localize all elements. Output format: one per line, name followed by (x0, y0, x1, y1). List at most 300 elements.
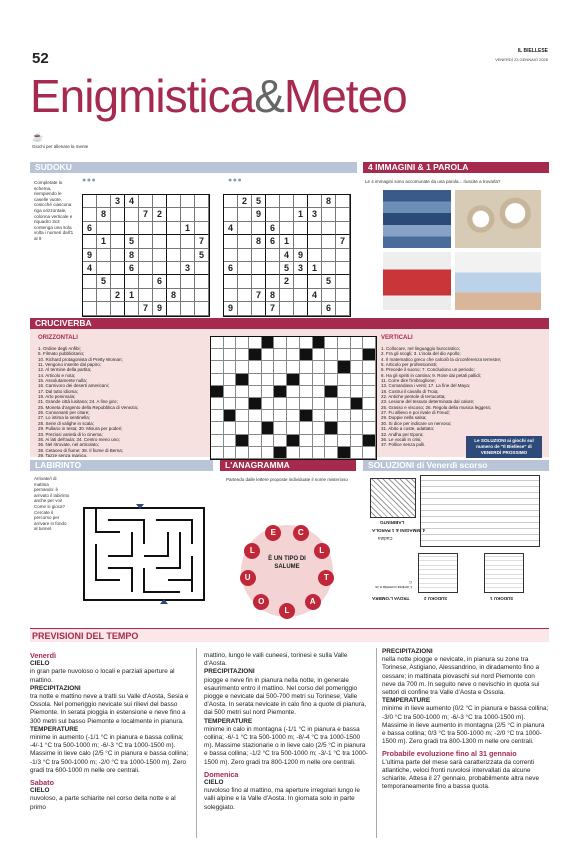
crossword-cell (262, 374, 275, 386)
sudoku-cell (125, 302, 139, 315)
crossword-cell (338, 447, 351, 459)
sudoku-cell (308, 195, 322, 208)
sudoku-cell (167, 262, 181, 275)
crossword-cell (351, 361, 364, 373)
anagram-letter: L (279, 603, 295, 619)
sudoku-cell: 7 (195, 235, 209, 248)
labirinto-text: Arrivate/i di mattina pernando: è arrivato il labirinto anche per voi! Come si gioca? Cercate il percorso per arrivare in fondo al tunnel. (34, 476, 70, 532)
clue-item: 23. Lesione del tessuto determinata dal calore; (381, 399, 475, 405)
sudoku-cell: 2 (111, 289, 125, 302)
crossword-cell (224, 435, 237, 447)
sudoku-cell (294, 195, 308, 208)
crossword-cell (300, 349, 313, 361)
sudoku-cell (336, 195, 350, 208)
sudoku-cell: 7 (139, 208, 153, 221)
sudoku-cell: 8 (322, 195, 336, 208)
sudoku-cell (139, 222, 153, 235)
crossword-cell (224, 422, 237, 434)
sudoku-cell (252, 222, 266, 235)
sudoku-cell: 3 (111, 195, 125, 208)
crossword-cell (224, 410, 237, 422)
sudoku-cell (153, 289, 167, 302)
sudoku-cell: 9 (83, 249, 97, 262)
clue-item: 26. Consonanti per citare; (38, 410, 90, 416)
crossword-cell (211, 337, 224, 349)
title-amp: & (254, 70, 284, 122)
solution-label-word: Caduta (378, 536, 393, 541)
crossword-cell (249, 410, 262, 422)
sudoku-cell: 2 (280, 275, 294, 288)
cielo-heading: CIELO (204, 779, 224, 787)
clue-item: 18. Costrui il cavallo di Troia; (381, 388, 439, 394)
day-sabato: Sabato (30, 778, 54, 788)
solution-label-sudoku1: SUDOKU 1 (490, 596, 514, 601)
sudoku-cell (322, 262, 336, 275)
sudoku-cell (294, 289, 308, 302)
sudoku-title: SUDOKU (30, 162, 357, 173)
crossword-cell (338, 349, 351, 361)
crossword-cell (287, 447, 300, 459)
crossword-cell (274, 422, 287, 434)
anagramma-title: L'ANAGRAMMA (220, 460, 356, 471)
sudoku-cell: 5 (97, 275, 111, 288)
anagramma-subtitle: Partendo dalle lettere proposte individuate il nome misterioso (226, 477, 348, 482)
sudoku-cell: 6 (322, 302, 336, 315)
sudoku-cell (252, 302, 266, 315)
crossword-cell (313, 361, 326, 373)
temp-text: minime in aumento (-1/1 °C in pianura e bassa collina; -4/-1 °C tra 500-1000 m; -6/-3 °C tra 1000-1500 m). Massime in lieve calo (2/5 °C in pianura e bassa collina; -1/3 °C tra 500-1000 m; -2/0 °C tra 1000-1500 m). Zero gradi tra 600-1000 m nelle ore centrali. (30, 734, 189, 774)
sudoku-cell (83, 302, 97, 315)
crossword-cell (249, 398, 262, 410)
crossword-cell (300, 410, 313, 422)
sudoku-cell (195, 222, 209, 235)
sudoku-cell (308, 275, 322, 288)
cielo-heading-2: CIELO (30, 787, 50, 795)
cielo-heading: CIELO (30, 660, 50, 668)
sudoku-cell: 3 (308, 208, 322, 221)
sudoku-cell (181, 302, 195, 315)
sudoku-cell (111, 222, 125, 235)
sudoku-cell (125, 208, 139, 221)
crossword-cell (313, 410, 326, 422)
crossword-cell (262, 410, 275, 422)
sudoku-cell: 4 (280, 249, 294, 262)
day-domenica: Domenica (204, 769, 239, 779)
page-title (30, 72, 407, 120)
sudoku-cell: 8 (97, 208, 111, 221)
sudoku-cell (224, 235, 238, 248)
anagram-letter: C (293, 525, 309, 541)
cielo-text: nuvoloso fino al mattino, ma aperture irregolari lungo le valli alpine e la Valle d'Aosta. In giornata solo in parte soleggiato. (204, 787, 360, 811)
sudoku-cell (83, 195, 97, 208)
cruciverba-title: CRUCIVERBA (30, 318, 549, 329)
sudoku-cell (195, 195, 209, 208)
meteo-title: PREVISIONI DEL TEMPO (30, 628, 549, 642)
crossword-cell (274, 349, 287, 361)
sudoku-cell (238, 235, 252, 248)
soluzioni-title: SOLUZIONI di Venerdì scorso (363, 460, 549, 471)
crossword-cell (300, 337, 313, 349)
crossword-cell (236, 435, 249, 447)
crossword-cell (300, 435, 313, 447)
sudoku-cell (195, 302, 209, 315)
crossword-cell (287, 361, 300, 373)
sudoku-grid-1 (82, 194, 210, 317)
meteo-column-1 (30, 648, 190, 812)
sudoku-cell (111, 302, 125, 315)
anagram-letter: L (314, 543, 330, 559)
crossword-cell (274, 386, 287, 398)
clue-item: 6. Precede il suono; 7. Concludono un periodo; (381, 367, 475, 373)
sudoku-cell (195, 262, 209, 275)
shorts-photo (455, 252, 541, 310)
sudoku-cell: 6 (83, 222, 97, 235)
verticali-clues (381, 346, 543, 448)
clue-item: 30. Si dice per indicare un nervoso; (381, 420, 452, 426)
page-number: 52 (32, 50, 49, 67)
sudoku-cell (153, 235, 167, 248)
crossword-cell (338, 337, 351, 349)
clue-item: 4. Il matematico greco che calcolò la circonferenza terrestre; (381, 356, 502, 362)
sudoku-cell: 8 (125, 249, 139, 262)
sudoku-cell (167, 208, 181, 221)
solution-label-4immagini: 4 IMMAGINI & 1 PAROLA (372, 528, 426, 533)
crossword-cell (262, 337, 275, 349)
crossword-cell (363, 410, 376, 422)
crossword-cell (211, 361, 224, 373)
solution-maze (370, 478, 416, 518)
sudoku-cell (181, 195, 195, 208)
crossword-cell (363, 337, 376, 349)
evolution-text: L'ultima parte del mese sarà caratterizzata da correnti atlantiche, veloci fronti nuvolosi intervallati da alcune schiarite. Attesa il 27 gennaio, probabilmente altra neve temporaneamente fino a bassa quota. (382, 758, 540, 791)
clue-item: 8. Ha gli spiriti in cantina; 9. Rose dai petali pallidi; (381, 372, 482, 378)
anagram-clue: È UN TIPO DI SALUME (268, 556, 306, 570)
crossword-cell (351, 410, 364, 422)
sudoku-cell (252, 262, 266, 275)
sudoku-cell (97, 289, 111, 302)
sudoku-cell (294, 235, 308, 248)
sudoku-cell: 5 (280, 262, 294, 275)
sudoku-cell (97, 222, 111, 235)
meteo-column-3 (382, 648, 549, 791)
prec-heading: PRECIPITAZIONI (30, 684, 81, 692)
crossword-cell (300, 447, 313, 459)
clue-item: 15. Assolutamente nulla; (38, 378, 88, 384)
sudoku-cell: 5 (322, 275, 336, 288)
crossword-cell (351, 435, 364, 447)
sudoku-cell (139, 289, 153, 302)
prec-text: piogge e neve fin in pianura nella notte, in generale esaurimento entro il mattino. Nel corso del pomeriggio piogge e nevicate dai 500-700 metri su Torinese, Valle d'Aosta. In serata nevicate in calo fino a quote di pianura, dai 500 metri sul nord Piemonte. (204, 676, 367, 717)
sudoku-cell (238, 302, 252, 315)
prec-text: tra notte e mattino neve a tratti su Valle d'Aosta, Sesia e Ossola. Nel pomeriggio nevicate sui rilievi del basso Piemonte. In serata pioggia in estensione e neve fino a 300 metri sul basso Piemonte e localmente in pianura. (30, 693, 189, 725)
sudoku-cell (181, 208, 195, 221)
crossword-cell (338, 361, 351, 373)
sudoku-cell (294, 302, 308, 315)
crossword-cell (274, 337, 287, 349)
solution-sudoku-1 (484, 553, 524, 593)
sudoku-cell (195, 289, 209, 302)
sudoku-cell (181, 275, 195, 288)
sudoku-cell (336, 249, 350, 262)
crossword-cell (211, 410, 224, 422)
clue-item: 25. Grasso e viscoso; 26. Regola della musica leggera; (381, 404, 492, 410)
crossword-cell (313, 398, 326, 410)
clue-item: 33. Preziosi varietà di lo cinema; (38, 431, 103, 437)
crossword-cell (313, 386, 326, 398)
title-part1: Enigmistica (30, 70, 255, 122)
crossword-cell (351, 447, 364, 459)
crossword-cell (274, 435, 287, 447)
sudoku-cell (83, 289, 97, 302)
sudoku-cell (181, 249, 195, 262)
sudoku-cell (336, 275, 350, 288)
labirinto-title: LABIRINTO (30, 460, 213, 471)
crossword-cell (224, 349, 237, 361)
sudoku-cell (294, 275, 308, 288)
sudoku-cell (308, 302, 322, 315)
crossword-cell (274, 410, 287, 422)
coffee-icon: ☕ (32, 132, 44, 142)
prec-heading: PRECIPITAZIONI (382, 648, 433, 655)
sudoku-cell: 5 (195, 249, 209, 262)
clue-item: 29. Doppie nella salsa; (381, 415, 427, 421)
crossword-cell (287, 422, 300, 434)
solution-sudoku-2 (418, 553, 458, 593)
evolution-heading: Probabile evoluzione fino al 31 gennaio (382, 749, 517, 759)
sudoku-cell (322, 289, 336, 302)
clue-item: 27. Fu allievo e poi rivale di Freud; (381, 410, 450, 416)
crossword-cell (313, 447, 326, 459)
paper-name: IL BIELLESE (517, 48, 548, 54)
crossword-cell (211, 374, 224, 386)
temp-text: minime in calo in montagna (-1/1 °C in pianura e bassa collina; -6/-1 °C tra 500-1000 m; -8/-4 °C tra 1000-1500 m). Massime stazionarie o in lieve calo (2/5 °C in pianura e bassa collina; -1/2 °C tra 500-1000 m; -3/-1 °C tra 1000-1500 m). Zero gradi tra 800-1200 m nelle ore centrali. (204, 725, 368, 766)
tshirt-photo (383, 252, 451, 310)
sudoku-cell (266, 249, 280, 262)
crossword-cell (249, 447, 262, 459)
sudoku-cell (224, 249, 238, 262)
crossword-cell (249, 386, 262, 398)
clue-item: 1. Collocare, nel linguaggio burocratico; (381, 346, 461, 351)
sudoku-cell (111, 275, 125, 288)
crossword-cell (325, 374, 338, 386)
crossword-cell (249, 361, 262, 373)
sudoku-cell (97, 195, 111, 208)
clue-item: 19. Arto peninsula; (38, 394, 76, 400)
temp-heading: TEMPERATURE (204, 717, 253, 725)
sudoku-cell (252, 249, 266, 262)
crossword-cell (211, 349, 224, 361)
crossword-cell (287, 349, 300, 361)
crossword-cell (313, 349, 326, 361)
solution-label-labirinto: LABIRINTO (380, 520, 405, 525)
crossword-cell (338, 410, 351, 422)
crossword-cell (338, 398, 351, 410)
sudoku-cell (125, 222, 139, 235)
sudoku-cell (139, 195, 153, 208)
sudoku-cell: 1 (125, 289, 139, 302)
crossword-cell (274, 361, 287, 373)
sudoku-cell: 7 (252, 289, 266, 302)
crossword-cell (325, 386, 338, 398)
clue-item: 38. Cetaceo di fiume; 38. Il fiume di Berna; (38, 447, 124, 453)
sudoku-grid-2 (223, 194, 351, 317)
sudoku-cell: 4 (308, 289, 322, 302)
crossword-cell (300, 361, 313, 373)
sudoku-cell (280, 222, 294, 235)
crossword-cell (338, 435, 351, 447)
sudoku-cell (266, 275, 280, 288)
crossword-cell (236, 374, 249, 386)
clue-item: 10. Richard protagonista di Pretty Woman; (38, 356, 123, 362)
crossword-cell (363, 386, 376, 398)
sudoku-cell (139, 249, 153, 262)
crossword-cell (363, 374, 376, 386)
prec-heading: PRECIPITAZIONI (204, 668, 255, 676)
crossword-cell (351, 398, 364, 410)
solution-label-ombra: TROVA L'OMBRA (372, 596, 410, 601)
crossword-cell (236, 386, 249, 398)
sudoku-cell (322, 208, 336, 221)
sudoku-cell (238, 249, 252, 262)
sudoku-cell (139, 235, 153, 248)
solution-crossword (420, 475, 540, 547)
solution-note: Le SOLUZIONI ai giochi sul numero de "Il Biellese" di VENERDÌ PROSSIMO (466, 436, 542, 458)
sudoku-cell (167, 302, 181, 315)
crossword-cell (236, 337, 249, 349)
crossword-cell (211, 386, 224, 398)
sudoku-cell (308, 222, 322, 235)
column-divider (196, 648, 197, 838)
temp-heading: TEMPERATURE (30, 725, 79, 733)
anagram-letter: L (244, 543, 260, 559)
crossword-cell (300, 374, 313, 386)
sudoku-cell (238, 208, 252, 221)
crossword-cell (351, 386, 364, 398)
difficulty-dots-2: ●●● (228, 177, 243, 184)
sudoku-cell: 1 (181, 222, 195, 235)
sudoku-cell (167, 195, 181, 208)
sudoku-cell: 8 (266, 289, 280, 302)
clue-item: 31. Abito a coste, adattato; (381, 426, 435, 432)
sudoku-cell (153, 249, 167, 262)
sudoku-cell: 2 (238, 195, 252, 208)
clue-item: 39. Tazze senza manico. (38, 452, 88, 458)
crossword-cell (236, 410, 249, 422)
clue-item: 22. Antiche pentole di terracotta; (381, 394, 446, 400)
crossword-cell (249, 435, 262, 447)
sudoku-cell: 6 (224, 262, 238, 275)
sudoku-cell (83, 275, 97, 288)
clue-item: 29. Pullano in testa; 30. Misura per poderi; (38, 426, 123, 432)
crossword-cell (351, 337, 364, 349)
sudoku-cell (322, 235, 336, 248)
clue-item: 5. Filmato pubblicitario; (38, 351, 85, 357)
quattro-subtitle: Le 4 immagini sono accomunate da una parola... riuscite a trovarla? (365, 179, 501, 184)
crossword-cell (262, 422, 275, 434)
clue-item: 25. Moneta d'argento della Repubblica di Venezia; (38, 404, 139, 410)
anagram-letter: E (265, 525, 281, 541)
sudoku-cell (266, 195, 280, 208)
sudoku-cell (308, 249, 322, 262)
sudoku-cell (139, 262, 153, 275)
crossword-cell (287, 337, 300, 349)
sudoku-cell: 9 (294, 249, 308, 262)
cont-text: mattino, lungo le valli cuneesi, torinesi e sulla Valle d'Aosta. (204, 652, 348, 668)
sudoku-cell: 4 (224, 222, 238, 235)
sudoku-cell: 5 (252, 195, 266, 208)
crossword-cell (236, 361, 249, 373)
crossword-cell (236, 447, 249, 459)
clue-item: 2. Fra gli scogli; 3. L'isola del dio Apollo; (381, 351, 461, 357)
orizzontali-heading: ORIZZONTALI (38, 335, 78, 341)
crossword-cell (249, 349, 262, 361)
crossword-cell (325, 447, 338, 459)
tagline: Giochi per allenare la mente (32, 144, 89, 149)
crossword-cell (262, 349, 275, 361)
sudoku-cell: 3 (181, 262, 195, 275)
clue-item: 36. Nel ritrovate, nel articolato; (38, 442, 100, 448)
crossword-cell (363, 349, 376, 361)
sudoku-cell (111, 208, 125, 221)
clue-item: 35. Ai lati dell'aula; 34. Centro meno uno; (38, 436, 120, 442)
clue-item: 13. Comandava i venti; 17. La fine del Maya; (381, 383, 471, 389)
column-divider (376, 648, 377, 838)
meteo-column-2 (204, 652, 370, 812)
sudoku-instructions: Completate lo schema, riempiendo le caselle vuote, cosicché ciascuna riga orizzontale, colonna verticale e riquadro 3x3 contenga una sola volta i numeri dall'1 al 9 (34, 180, 74, 241)
sudoku-cell (181, 235, 195, 248)
crossword-cell (313, 422, 326, 434)
anagram-letter: O (253, 594, 269, 610)
sudoku-cell: 6 (153, 275, 167, 288)
crossword-cell (262, 435, 275, 447)
clue-item: 21. Grande città lusitana; 24. A fine giro; (38, 399, 118, 405)
crossword-cell (211, 447, 224, 459)
crossword-cell (363, 447, 376, 459)
sudoku-cell (111, 235, 125, 248)
issue-date: VENERDÌ 23 GENNAIO 2026 (495, 57, 548, 62)
sudoku-cell: 7 (139, 302, 153, 315)
day-venerdi: Venerdì (30, 651, 56, 660)
sudoku-cell (167, 275, 181, 288)
sudoku-cell (238, 275, 252, 288)
jeans-photo (383, 190, 451, 248)
crossword-cell (224, 361, 237, 373)
sudoku-cell: 9 (224, 302, 238, 315)
sudoku-cell: 8 (252, 235, 266, 248)
crossword-cell (325, 361, 338, 373)
crossword-cell (300, 398, 313, 410)
crossword-cell (236, 398, 249, 410)
crossword-cell (211, 435, 224, 447)
crossword-cell (338, 422, 351, 434)
orizzontali-clues (38, 346, 208, 458)
clue-item: 17. Dal tutto idioma; (38, 388, 79, 394)
sudoku-cell (266, 262, 280, 275)
clue-item: 14. Articolo e nota; (38, 372, 76, 378)
crossword-cell (325, 398, 338, 410)
clue-item: 16. Carnivoro dei deserti americani; (38, 383, 110, 389)
clue-item: 5. Articolo per professionisti; (381, 362, 438, 368)
crossword-grid (210, 336, 377, 460)
crossword-cell (325, 435, 338, 447)
crossword-cell (363, 435, 376, 447)
crossword-cell (325, 410, 338, 422)
sudoku-cell: 1 (308, 262, 322, 275)
crossword-cell (351, 374, 364, 386)
sudoku-cell (308, 235, 322, 248)
crossword-cell (262, 447, 275, 459)
sudoku-cell (322, 249, 336, 262)
